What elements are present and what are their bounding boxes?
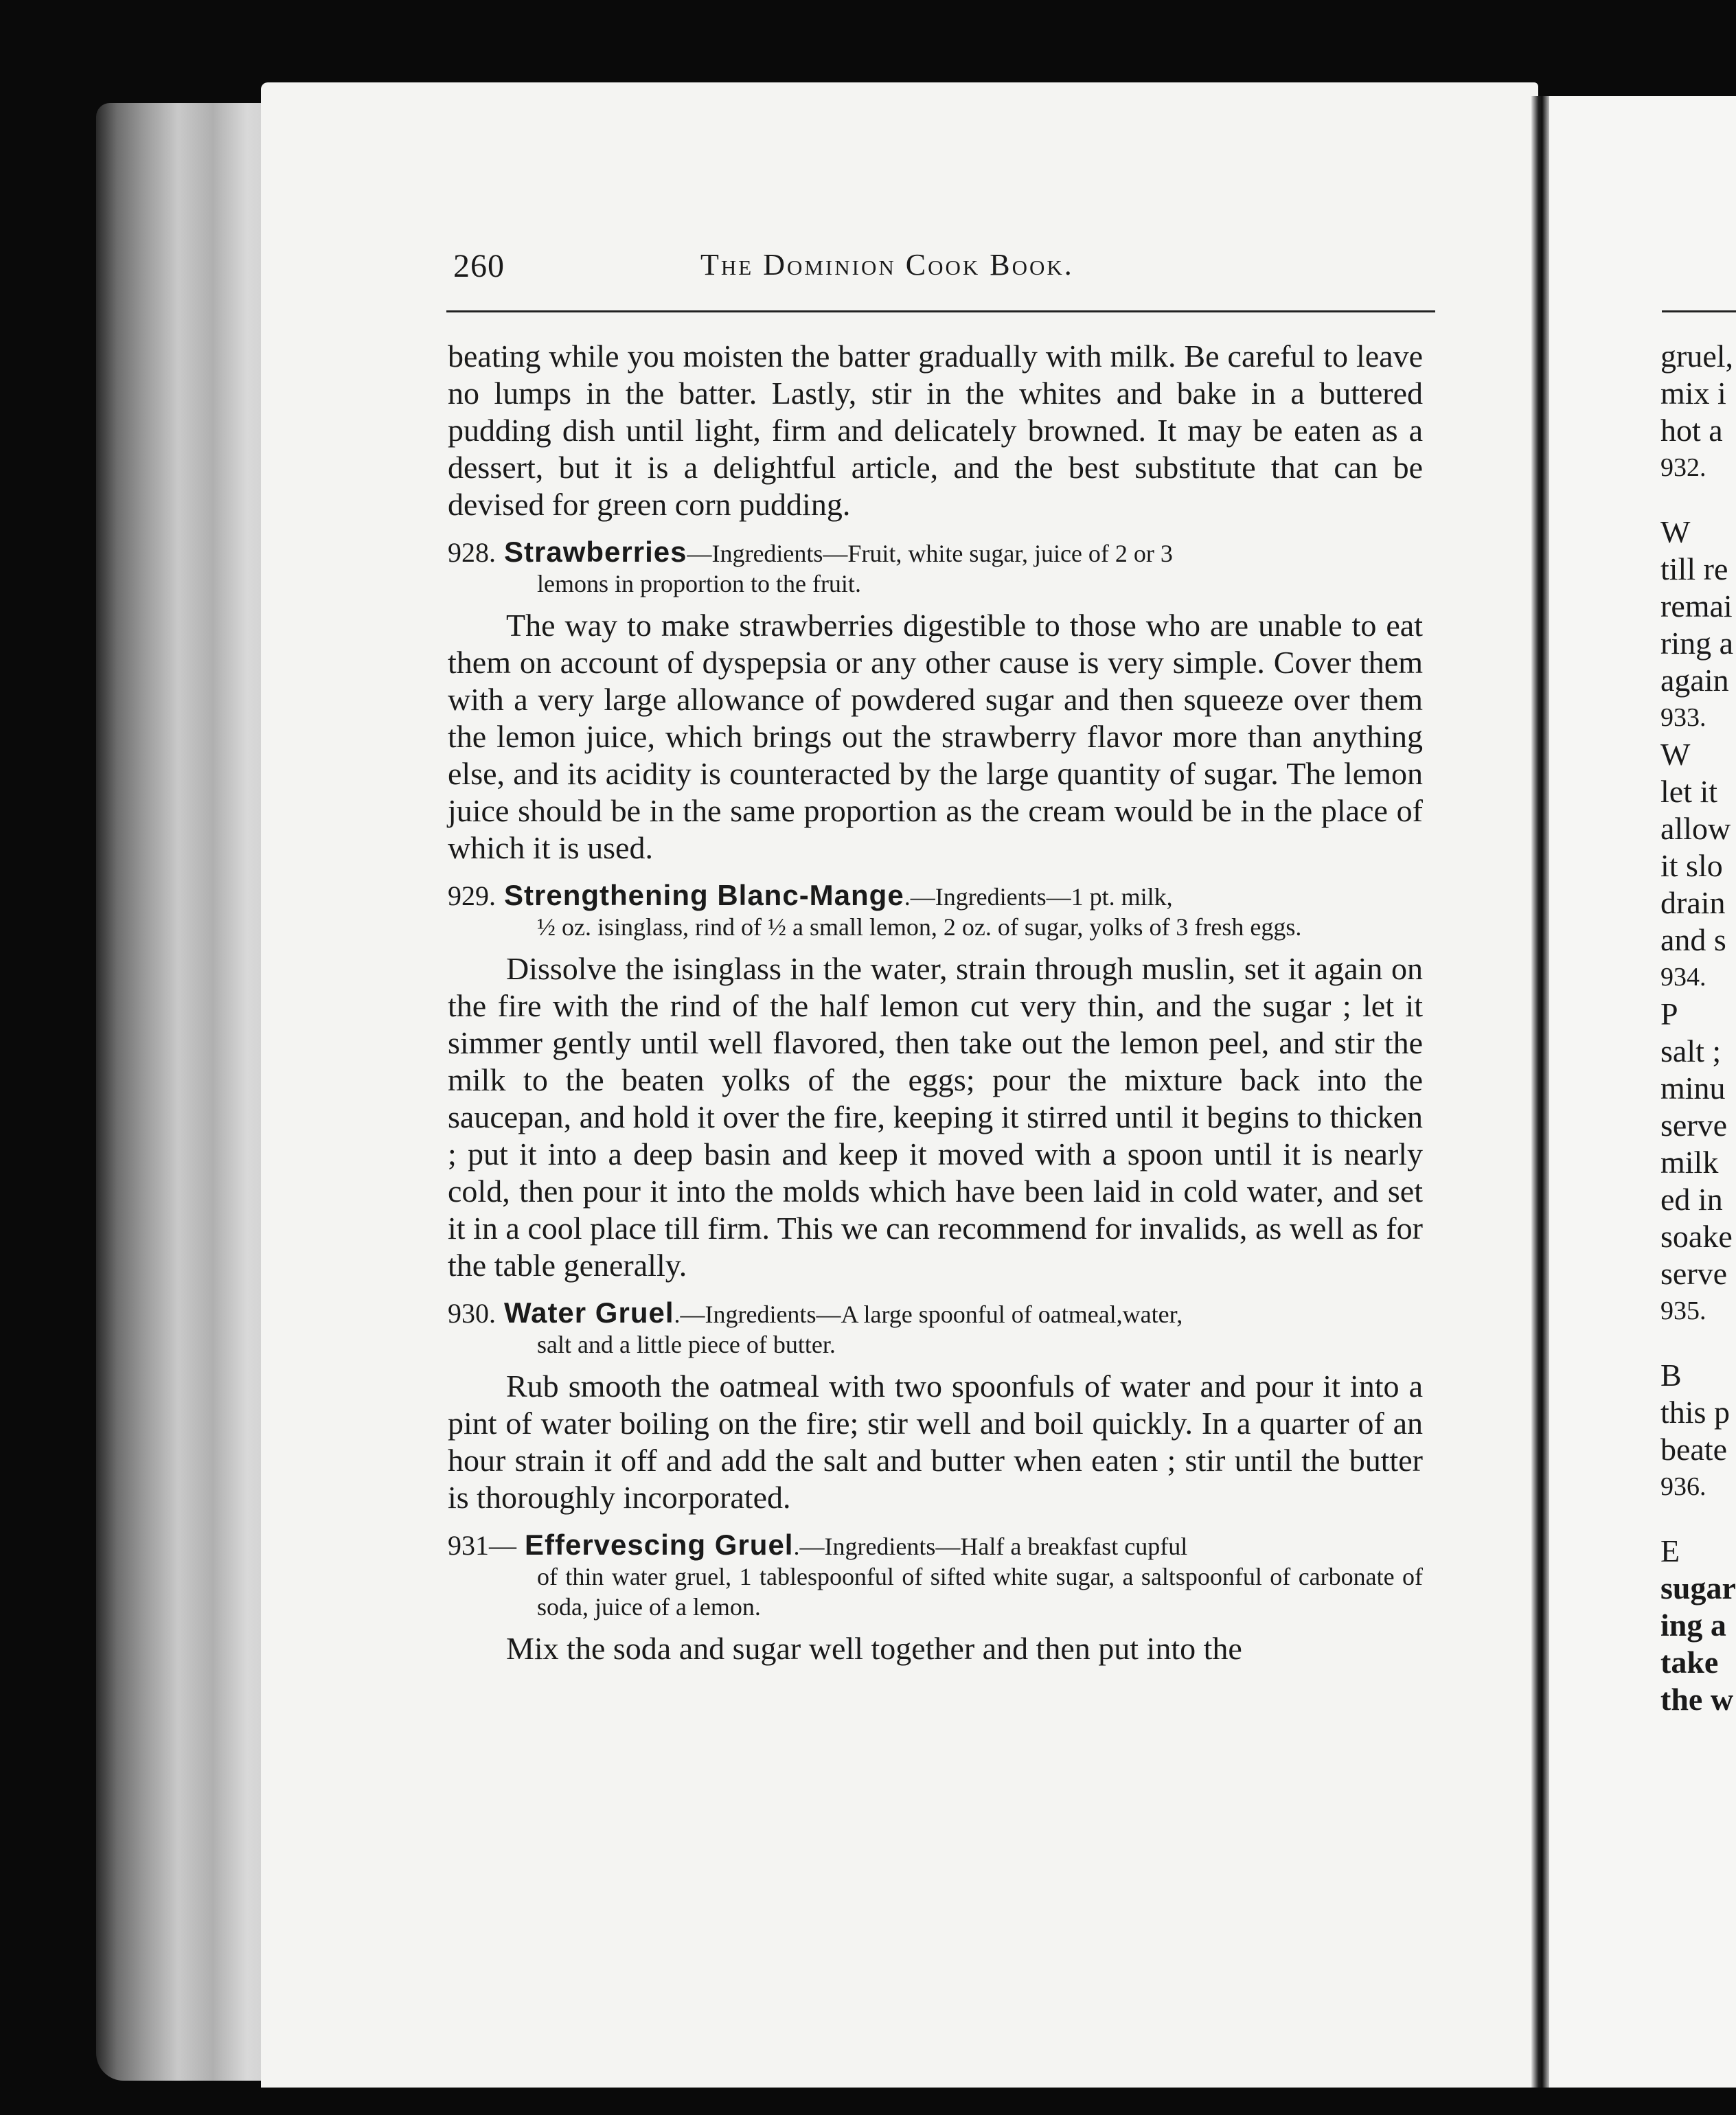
right-page-line-fragment: 934. xyxy=(1660,963,1706,992)
right-page-line-fragment: till re xyxy=(1660,551,1728,586)
recipe-931 xyxy=(448,1530,1423,1667)
right-page-line-fragment: drain xyxy=(1660,885,1726,920)
recipe-number: 930. xyxy=(448,1298,496,1329)
right-page-line-fragment: B xyxy=(1660,1358,1682,1393)
right-page-line-fragment: beate xyxy=(1660,1432,1728,1467)
right-header-rule xyxy=(1662,310,1736,312)
right-page-line-fragment: serve xyxy=(1660,1108,1728,1143)
right-page-line-fragment: salt ; xyxy=(1660,1033,1722,1068)
recipe-title: Water Gruel xyxy=(504,1296,674,1329)
right-page-line-fragment: gruel, xyxy=(1660,339,1734,374)
recipe-928 xyxy=(448,537,1423,867)
book-title: The Dominion Cook Book. xyxy=(700,248,1074,282)
recipe-header xyxy=(448,1530,1423,1622)
book-page-edges xyxy=(96,103,275,2081)
right-page-line-fragment: hot a xyxy=(1660,413,1723,448)
recipe-header xyxy=(448,537,1423,599)
fragment-gap xyxy=(1660,1329,1736,1357)
recipe-929 xyxy=(448,880,1423,1284)
fragment-gap xyxy=(1660,486,1736,514)
right-page-line-fragment: 933. xyxy=(1660,703,1706,732)
recipe-ingredients: .—Ingredients—1 pt. milk, xyxy=(904,883,1173,911)
right-page-line-fragment: take xyxy=(1660,1645,1719,1680)
header-rule xyxy=(446,310,1435,312)
continuation-paragraph: beating while you moisten the batter gradually with milk. Be careful to leave no lumps in the batter. Lastly, stir in the whites and bake in a buttered pudding dish until light, firm and delicately browned. It may be eaten as a dessert, but it is a delightful article, and the best substitute that can be devised for green corn pudding. xyxy=(448,339,1423,522)
right-page-line-fragment: again xyxy=(1660,663,1729,698)
page-content xyxy=(448,338,1423,1680)
recipe-number: 931— xyxy=(448,1530,516,1561)
right-page-line-fragment: ring a xyxy=(1660,626,1734,661)
right-page-line-fragment: W xyxy=(1660,737,1691,772)
right-page-line-fragment: W xyxy=(1660,514,1691,549)
running-head xyxy=(453,247,1435,295)
recipe-body: The way to make strawberries digestible to those who are unable to eat them on account of dyspepsia or any other cause is very simple. Cover them with a very large allowance of powdered sugar and then squeeze over them the lemon juice, which brings out the strawberry flavor more than anything else, and its acidity is counteracted by the large quantity of sugar. The lemon juice should be in the same proportion as the cream would be in the place of which it is used. xyxy=(448,608,1423,865)
right-page-line-fragment: ed in xyxy=(1660,1182,1723,1217)
right-page-line-fragment: mix i xyxy=(1660,376,1726,411)
right-page-line-fragment: E xyxy=(1660,1533,1680,1568)
book-gutter xyxy=(1531,96,1549,2088)
recipe-title: Strawberries xyxy=(504,536,687,568)
right-page-line-fragment: ing a xyxy=(1660,1608,1726,1643)
right-page-line-fragment: allow xyxy=(1660,811,1731,846)
recipe-ingredients: .—Ingredients—Half a breakfast cupful xyxy=(793,1533,1188,1560)
recipe-ingredients-cont: ½ oz. isinglass, rind of ½ a small lemon, 2 oz. of sugar, yolks of 3 fresh eggs. xyxy=(537,913,1302,941)
recipe-title: Strengthening Blanc-Mange xyxy=(504,879,904,911)
recipe-ingredients: .—Ingredients—A large spoonful of oatmeal,water, xyxy=(674,1301,1183,1328)
fragment-gap xyxy=(1660,1505,1736,1533)
recipe-header xyxy=(448,880,1423,942)
recipe-body: Rub smooth the oatmeal with two spoonfuls of water and pour it into a pint of water boiling on the fire; stir well and boil quickly. In a quarter of an hour strain it off and add the salt and butter when eaten ; stir until the butter is thoroughly incorporated. xyxy=(448,1369,1423,1515)
recipe-body: Dissolve the isinglass in the water, strain through muslin, set it again on the fire with the rind of the half lemon cut very thin, and the sugar ; let it simmer gently until well flavored, then take out the lemon peel, and stir the milk to the beaten yolks of the eggs; pour the mixture back into the saucepan, and hold it over the fire, keeping it stirred until it begins to thicken ; put it into a deep basin and keep it moved with a spoon until it is nearly cold, then pour it into the molds which have been laid in cold water, and set it in a cool place till firm. This we can recommend for invalids, as well as for the table generally. xyxy=(448,951,1423,1283)
right-page-line-fragment: milk xyxy=(1660,1145,1719,1180)
right-page-line-fragment: 932. xyxy=(1660,453,1706,482)
right-page-line-fragment: sugar xyxy=(1660,1570,1736,1605)
recipe-title: Effervescing Gruel xyxy=(525,1529,794,1561)
right-page-fragments xyxy=(1660,338,1736,1718)
right-page-line-fragment: P xyxy=(1660,996,1678,1031)
right-page-line-fragment: let it xyxy=(1660,774,1718,809)
right-page-line-fragment: the w xyxy=(1660,1682,1734,1717)
right-page-line-fragment: and s xyxy=(1660,922,1726,957)
recipe-930 xyxy=(448,1298,1423,1516)
recipe-body: Mix the soda and sugar well together and then put into the xyxy=(506,1631,1242,1666)
right-page-line-fragment: this p xyxy=(1660,1395,1730,1430)
recipe-ingredients-cont: of thin water gruel, 1 tablespoonful of sifted white sugar, a saltspoonful of carbonate of soda, juice of a lemon. xyxy=(537,1563,1423,1621)
right-page-line-fragment: minu xyxy=(1660,1071,1726,1106)
recipe-ingredients: —Ingredients—Fruit, white sugar, juice of 2 or 3 xyxy=(687,540,1173,567)
right-page-line-fragment: soake xyxy=(1660,1219,1733,1254)
recipe-ingredients-cont: salt and a little piece of butter. xyxy=(537,1331,836,1358)
right-page-line-fragment: it slo xyxy=(1660,848,1723,883)
right-page-line-fragment: 936. xyxy=(1660,1472,1706,1501)
page-number: 260 xyxy=(453,248,505,284)
recipe-header xyxy=(448,1298,1423,1360)
recipe-number: 929. xyxy=(448,880,496,911)
right-page-line-fragment: serve xyxy=(1660,1256,1728,1291)
right-page-line-fragment: 935. xyxy=(1660,1296,1706,1325)
recipe-number: 928. xyxy=(448,537,496,568)
recipe-ingredients-cont: lemons in proportion to the fruit. xyxy=(537,570,861,597)
right-page-line-fragment: remai xyxy=(1660,588,1733,624)
